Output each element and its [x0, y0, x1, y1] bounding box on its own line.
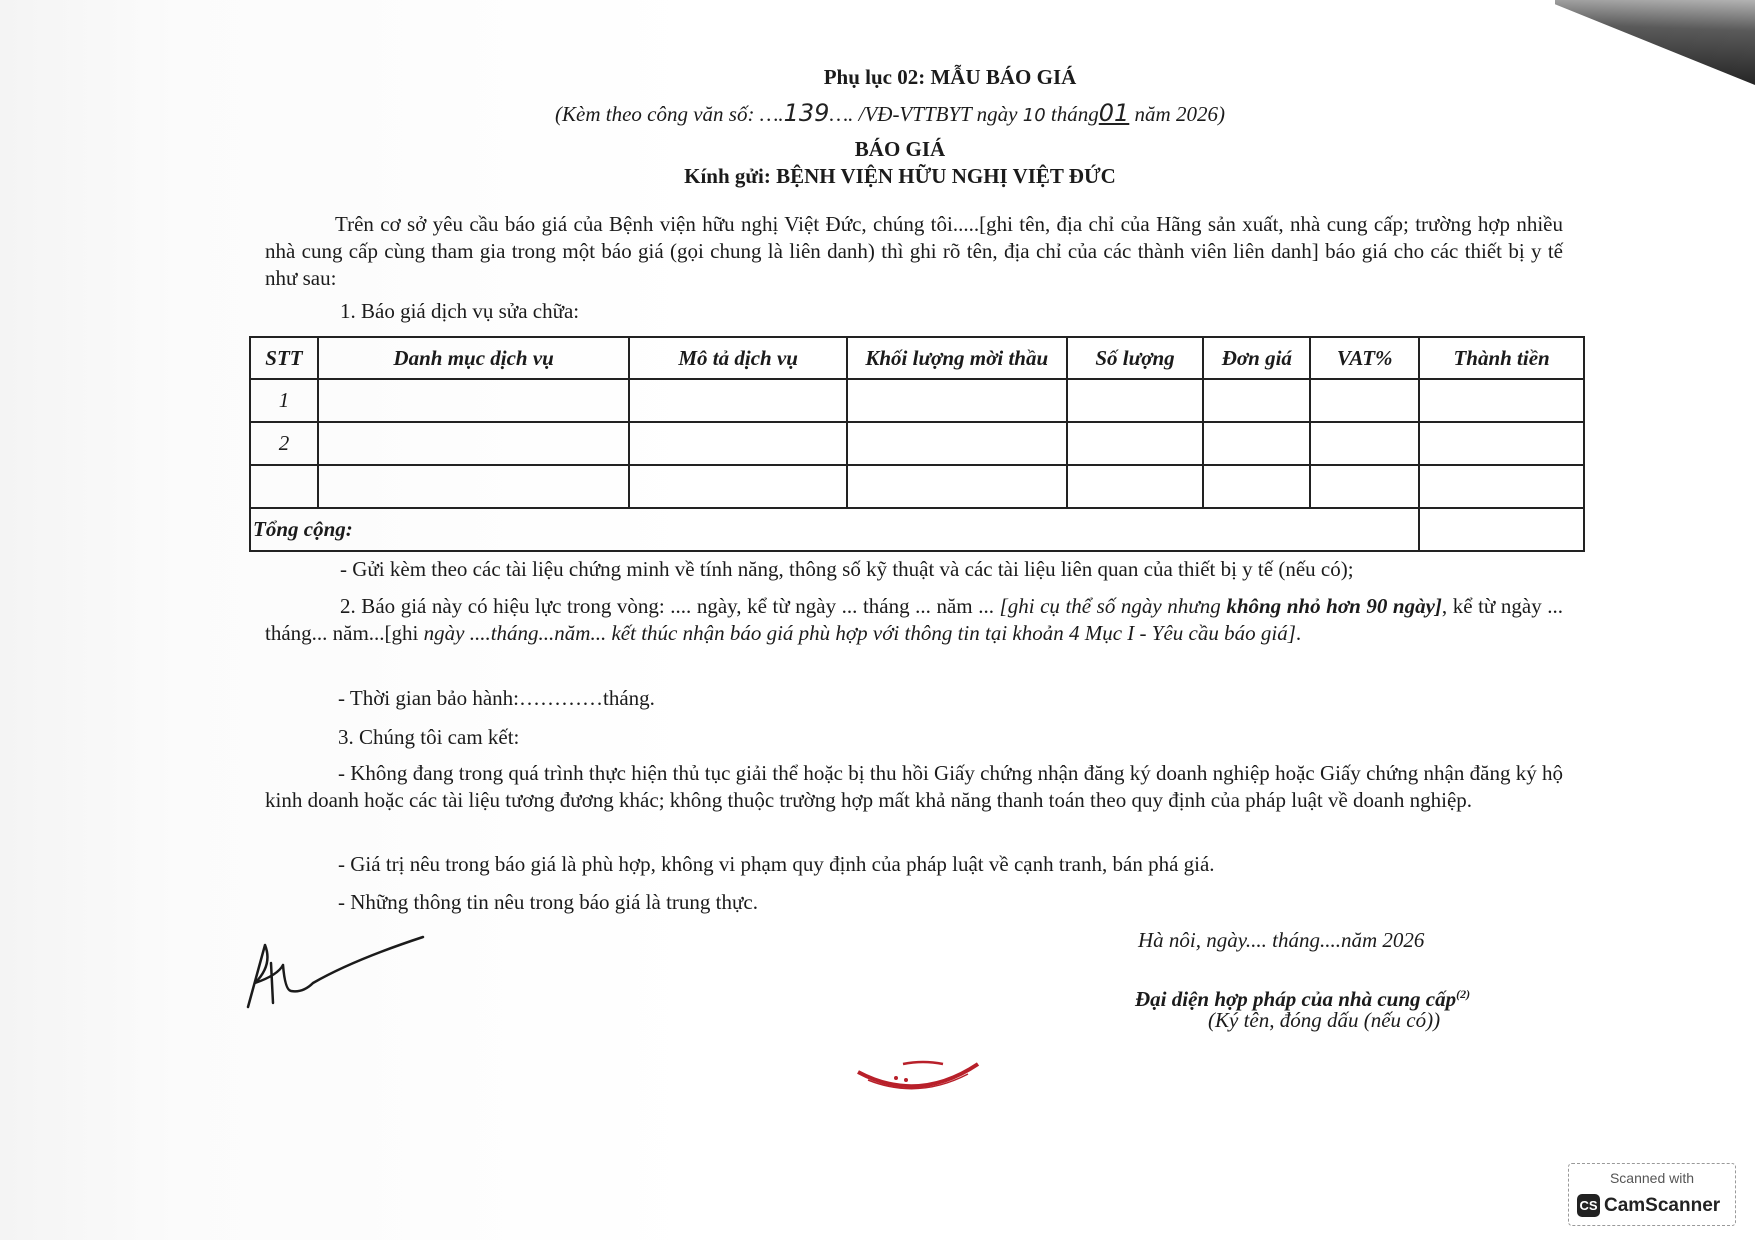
place-date: Hà nôi, ngày.... tháng....năm 2026	[1138, 928, 1425, 952]
table-cell	[1203, 422, 1310, 465]
ref-suffix: năm 2026)	[1134, 102, 1225, 126]
table-cell	[1067, 465, 1204, 508]
camscanner-badge	[1568, 1163, 1736, 1226]
table-row	[250, 379, 1584, 422]
stamp-mark	[848, 1058, 988, 1098]
scanned-with-label: Scanned with	[1609, 1170, 1695, 1186]
header-stt: STT	[250, 337, 318, 379]
commitment-1: - Không đang trong quá trình thực hiện thủ tục giải thể hoặc bị thu hồi Giấy chứng nhận đăng ký doanh nghiệp hoặc Giấy chứng nhận đăng ký hộ kinh doanh hoặc các tài liệu tương đương khác; không thuộc trường hợp mất khả năng thanh toán theo quy định của pháp luật về doanh nghiệp.	[265, 761, 1563, 812]
table-cell	[1310, 379, 1419, 422]
table-cell	[318, 379, 629, 422]
table-cell	[1067, 422, 1204, 465]
page-corner-fold	[1555, 0, 1755, 110]
ref-month-label: tháng	[1050, 102, 1099, 126]
representative-note: (Ký tên, đóng dấu (nếu có))	[1208, 1008, 1441, 1032]
table-header-row	[250, 337, 1584, 379]
table-total-row	[250, 508, 1584, 551]
section-2-text-2: , kể từ ngày ... tháng... năm...[ghi	[265, 594, 1564, 645]
quote-table	[249, 336, 1585, 552]
representative-footnote: (2)	[1456, 987, 1471, 1001]
total-amount-cell	[1419, 508, 1584, 551]
ref-day: 10	[1022, 105, 1046, 126]
table-cell	[629, 422, 847, 465]
ref-prefix: (Kèm theo công văn số: ….	[555, 102, 784, 126]
header-vat: VAT%	[1310, 337, 1419, 379]
section-2-end: .	[1295, 621, 1302, 645]
table-cell	[1419, 465, 1584, 508]
ref-month: 01	[1098, 99, 1130, 127]
header-service-list: Danh mục dịch vụ	[318, 337, 629, 379]
addressee: Kính gửi: BỆNH VIỆN HỮU NGHỊ VIỆT ĐỨC	[684, 164, 1116, 188]
camscanner-logo-icon: CS	[1577, 1194, 1600, 1217]
section-2-text: 2. Báo giá này có hiệu lực trong vòng: .... ngày, kể từ ngày ... tháng ... năm ...	[340, 594, 1000, 618]
section-3-heading: 3. Chúng tôi cam kết:	[338, 725, 520, 749]
total-label: Tổng cộng:	[250, 508, 1419, 551]
table-cell	[1310, 465, 1419, 508]
annex-title: Phụ lục 02: MẪU BÁO GIÁ	[823, 65, 1077, 89]
row-stt: 2	[250, 422, 318, 465]
section-1-heading: 1. Báo giá dịch vụ sửa chữa:	[340, 299, 580, 323]
section-2-paragraph	[265, 593, 1563, 647]
header-total-amount: Thành tiền	[1419, 337, 1584, 379]
reference-line	[555, 101, 1225, 128]
table-cell	[1203, 465, 1310, 508]
ref-number: 139	[783, 99, 830, 127]
header-service-description: Mô tả dịch vụ	[629, 337, 847, 379]
intro-paragraph: Trên cơ sở yêu cầu báo giá của Bệnh viện hữu nghị Việt Đức, chúng tôi.....[ghi tên, địa chỉ của Hãng sản xuất, nhà cung cấp; trường hợp nhiều nhà cung cấp cùng tham gia trong một báo giá (gọi chung là liên danh) thì ghi rõ tên, địa chỉ của các thành viên liên danh] báo giá cho các thiết bị y tế như sau:	[265, 212, 1563, 290]
camscanner-brand: CamScanner	[1604, 1195, 1721, 1216]
table-cell	[1067, 379, 1204, 422]
table-cell	[629, 379, 847, 422]
section-2-bold-italic: không nhỏ hơn 90 ngày]	[1226, 594, 1442, 618]
attachment-note: - Gửi kèm theo các tài liệu chứng minh về tính năng, thông số kỹ thuật và các tài liệu liên quan của thiết bị y tế (nếu có);	[340, 557, 1354, 581]
table-cell	[1310, 422, 1419, 465]
section-2-italic-2: ngày ....tháng...năm... kết thúc nhận báo giá phù hợp với thông tin tại khoản 4 Mục I - Yêu cầu báo giá]	[423, 621, 1296, 645]
table-cell	[847, 379, 1067, 422]
row-stt	[250, 465, 318, 508]
table-cell	[1419, 422, 1584, 465]
table-cell	[318, 465, 629, 508]
header-tender-volume: Khối lượng mời thầu	[847, 337, 1067, 379]
table-cell	[1419, 379, 1584, 422]
table-cell	[847, 465, 1067, 508]
commitment-2: - Giá trị nêu trong báo giá là phù hợp, không vi phạm quy định của pháp luật về cạnh tranh, bán phá giá.	[338, 852, 1215, 876]
ref-middle: …. /VĐ-VTTBYT ngày	[829, 102, 1018, 126]
table-cell	[629, 465, 847, 508]
header-unit-price: Đơn giá	[1203, 337, 1310, 379]
representative-title-text: Đại diện hợp pháp của nhà cung cấp	[1135, 987, 1457, 1011]
header-quantity: Số lượng	[1067, 337, 1204, 379]
warranty-line: - Thời gian bảo hành:…………tháng.	[338, 686, 655, 710]
table-cell	[1203, 379, 1310, 422]
commitment-3: - Những thông tin nêu trong báo giá là trung thực.	[338, 890, 758, 914]
signature-mark	[243, 935, 433, 1015]
table-row	[250, 465, 1584, 508]
table-row	[250, 422, 1584, 465]
document-title: BÁO GIÁ	[854, 137, 946, 161]
table-cell	[318, 422, 629, 465]
row-stt: 1	[250, 379, 318, 422]
section-2-italic: [ghi cụ thể số ngày nhưng	[999, 594, 1227, 618]
table-cell	[847, 422, 1067, 465]
